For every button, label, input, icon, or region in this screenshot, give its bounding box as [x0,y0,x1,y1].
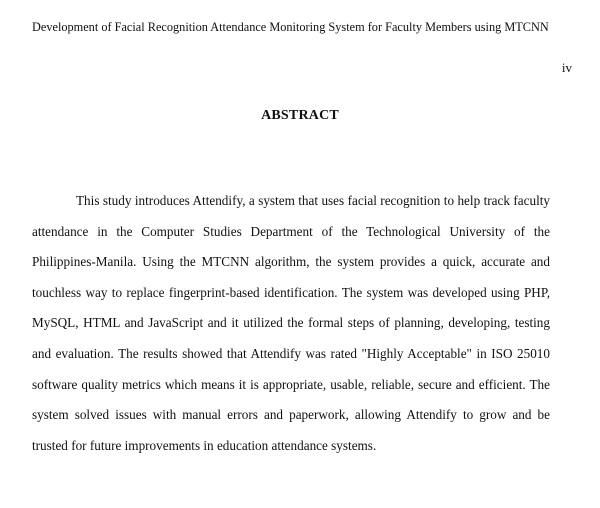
abstract-heading: ABSTRACT [261,108,339,123]
page-number: iv [561,60,572,75]
abstract-paragraph: This study introduces Attendify, a system that uses facial recognition to help track faculty attendance in the Computer Studies Department of the Technological University of the Philippines-Manila. Using the MTCNN algorithm, the system provides a quick, accurate and touchless way to replace fingerprint-based identification. The system was developed using PHP, MySQL, HTML and JavaScript and it utilized the formal steps of planning, developing, testing and evaluation. The results showed that Attendify was rated "Highly Acceptable" in ISO 25010 software quality metrics which means it is appropriate, usable, reliable, secure and efficient. The system solved issues with manual errors and paperwork, allowing Attendify to grow and be trusted for future improvements in education attendance systems. [32,193,550,453]
running-header: Development of Facial Recognition Attendance Monitoring System for Faculty Members using MTCNN [32,20,549,34]
